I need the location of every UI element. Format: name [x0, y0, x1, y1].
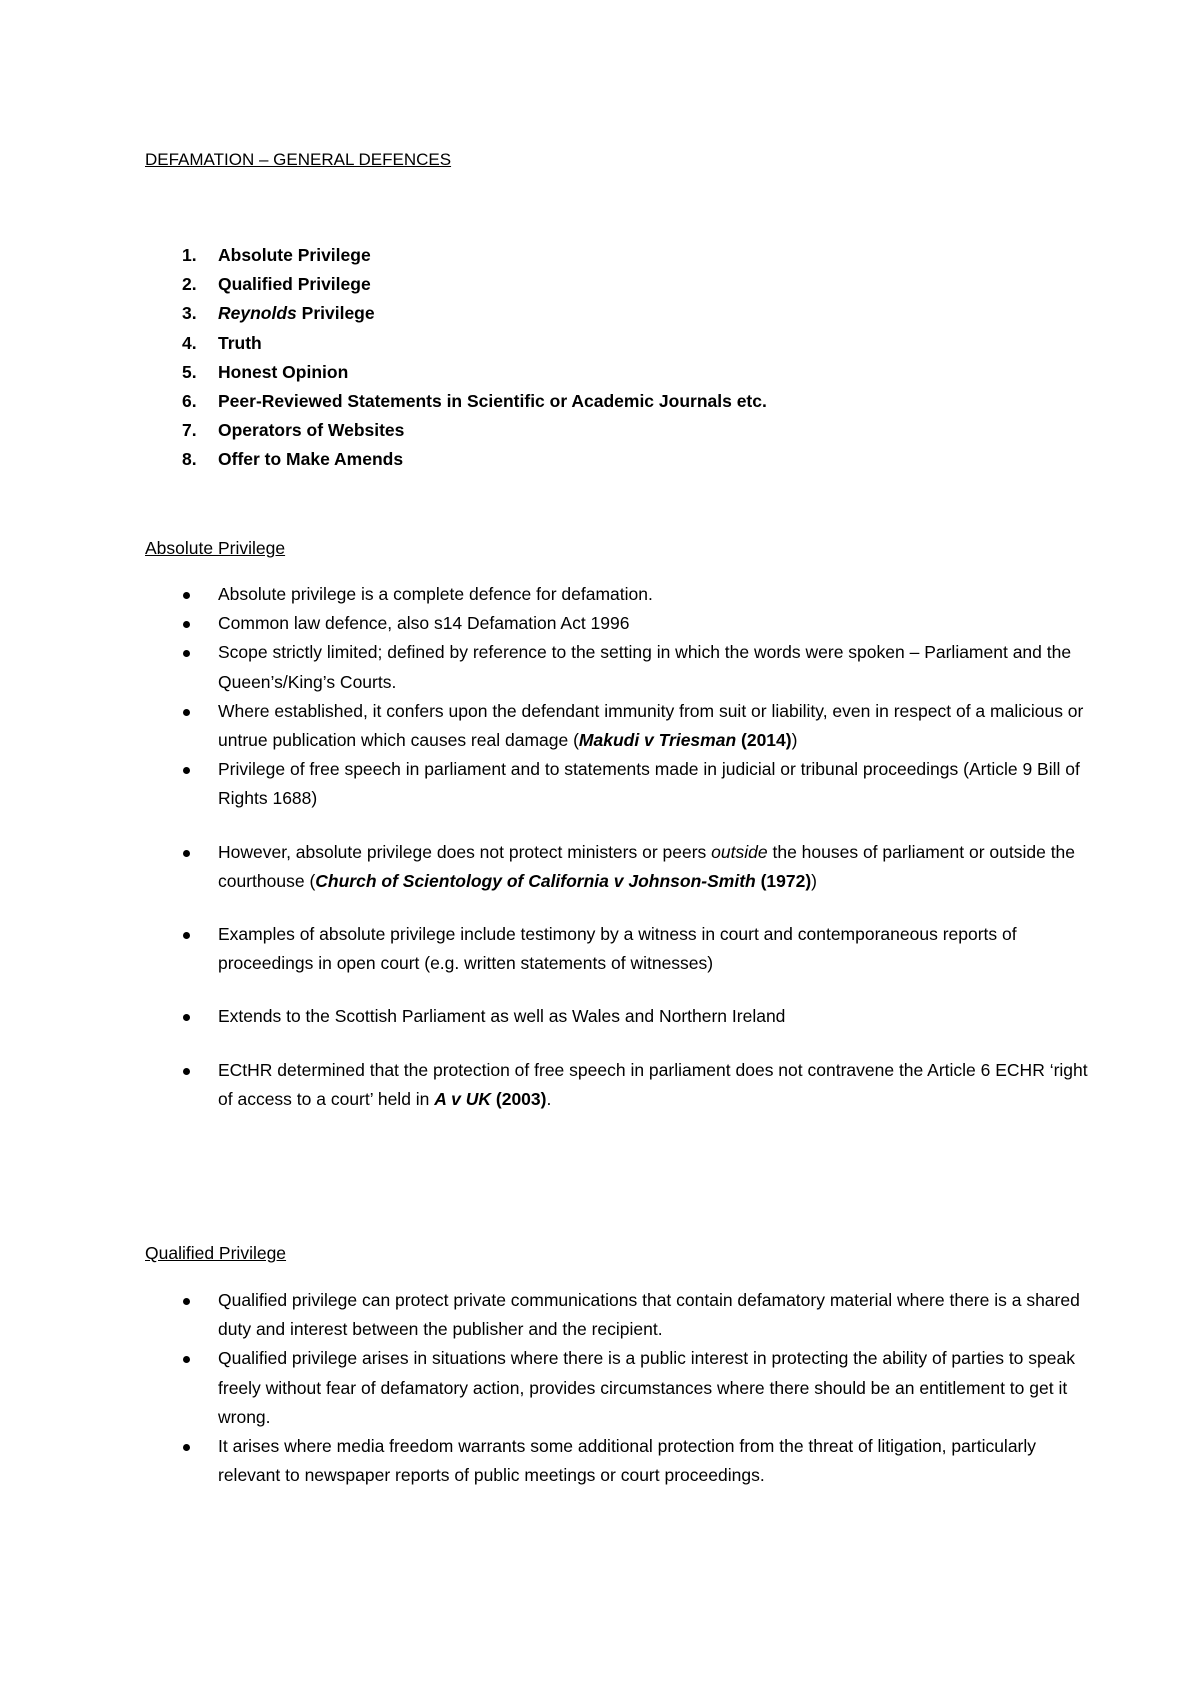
list-number: 7.: [182, 420, 197, 441]
bullet-text: ECtHR determined that the protection of free speech in parliament does not contravene the Article 6 ECHR ‘right of access to a court’ held in: [218, 1059, 1088, 1109]
emphasis-text: outside: [711, 841, 768, 862]
case-year: (2003): [491, 1088, 547, 1109]
list-item: [145, 755, 1095, 813]
bullet-text: Qualified privilege can protect private communications that contain defamatory material where there is a shared duty and interest between the publisher and the recipient.: [218, 1290, 1080, 1340]
bullet-icon: [183, 650, 190, 657]
list-number: 8.: [182, 449, 197, 470]
list-item: [145, 445, 767, 474]
list-item: [145, 387, 767, 416]
bullet-icon: [183, 1444, 190, 1451]
bullet-icon: [183, 592, 190, 599]
list-item: [145, 838, 1095, 896]
case-name: Makudi v Triesman: [578, 730, 737, 751]
bullet-text: It arises where media freedom warrants some additional protection from the threat of litigation, particularly relevant to newspaper reports of public meetings or court proceedings.: [218, 1436, 1037, 1486]
bullet-text: Extends to the Scottish Parliament as well as Wales and Northern Ireland: [218, 1006, 786, 1027]
list-item: [145, 920, 1095, 978]
list-item-label: Privilege: [296, 303, 375, 324]
case-year: (2014): [736, 730, 792, 751]
bullet-text: Absolute privilege is a complete defence for defamation.: [218, 584, 653, 604]
bullet-text: Qualified privilege arises in situations where there is a public interest in protecting the ability of parties to speak freely without fear of defamatory action, provides circumstances where there should be an entitlement to get it wrong.: [218, 1348, 1075, 1427]
bullet-icon: [183, 709, 190, 716]
list-item: [145, 241, 767, 270]
list-item: [145, 416, 767, 445]
list-item: [145, 580, 1095, 609]
bullet-text-end: ): [791, 730, 798, 751]
defences-list: [145, 241, 767, 475]
bullet-icon: [183, 932, 190, 939]
case-name: Church of Scientology of California v Johnson-Smith: [315, 870, 756, 891]
list-item-label: Operators of Websites: [218, 420, 405, 441]
bullet-icon: [183, 1298, 190, 1305]
case-name: A v UK: [434, 1088, 492, 1109]
list-item: [145, 1056, 1095, 1114]
list-item: [145, 1344, 1095, 1432]
list-item: [145, 697, 1095, 755]
list-item: [145, 299, 767, 328]
list-number: 3.: [182, 303, 197, 324]
bullet-icon: [183, 621, 190, 628]
bullet-text: However, absolute privilege does not protect ministers or peers: [218, 841, 712, 862]
bullet-icon: [183, 1356, 190, 1363]
bullet-text: Privilege of free speech in parliament and to statements made in judicial or tribunal proceedings (Article 9 Bill of Rights 1688): [218, 759, 1080, 809]
list-item: [145, 1432, 1095, 1490]
absolute-privilege-bullets: [145, 580, 1095, 1114]
list-item-label: Truth: [218, 332, 262, 353]
document-title: DEFAMATION – GENERAL DEFENCES: [145, 150, 452, 169]
qualified-privilege-bullets: [145, 1286, 1095, 1490]
bullet-icon: [183, 850, 190, 857]
list-item: [145, 358, 767, 387]
list-item-label: Offer to Make Amends: [218, 449, 404, 470]
list-number: 6.: [182, 390, 197, 411]
bullet-text: Common law defence, also s14 Defamation Act 1996: [218, 613, 630, 634]
list-item-label: Absolute Privilege: [218, 245, 371, 265]
list-item: [145, 1002, 1095, 1031]
list-item-label: Peer-Reviewed Statements in Scientific or Academic Journals etc.: [218, 390, 767, 411]
list-item: [145, 638, 1095, 696]
bullet-text-continued: the houses of parliament or outside the courthouse (: [218, 841, 1076, 891]
list-number: 4.: [182, 332, 197, 353]
bullet-icon: [183, 1014, 190, 1021]
list-number: 5.: [182, 361, 197, 382]
case-year: (1972): [755, 870, 812, 891]
bullet-text-end: ): [811, 870, 817, 891]
list-item-label: Qualified Privilege: [218, 274, 371, 295]
list-item: [145, 609, 1095, 638]
list-item: [145, 1286, 1095, 1344]
bullet-icon: [183, 767, 190, 774]
list-item-italic: Reynolds: [218, 303, 297, 324]
list-number: 1.: [182, 245, 197, 265]
section-heading-qualified-privilege: Qualified Privilege: [145, 1243, 287, 1263]
bullet-text: Scope strictly limited; defined by reference to the setting in which the words were spoken – Parliament and the Queen’s/King’s Courts.: [218, 642, 1072, 692]
bullet-text: Examples of absolute privilege include testimony by a witness in court and contemporaneous reports of proceedings in open court (e.g. written statements of witnesses): [218, 924, 1017, 974]
bullet-text-end: .: [546, 1088, 552, 1109]
list-item-label: Honest Opinion: [218, 361, 349, 382]
bullet-icon: [183, 1068, 190, 1075]
list-number: 2.: [182, 274, 197, 295]
list-item: [145, 270, 767, 299]
section-heading-absolute-privilege: Absolute Privilege: [145, 538, 286, 558]
list-item: [145, 329, 767, 358]
bullet-text: Where established, it confers upon the defendant immunity from suit or liability, even in respect of a malicious or untrue publication which causes real damage (: [218, 700, 1084, 751]
